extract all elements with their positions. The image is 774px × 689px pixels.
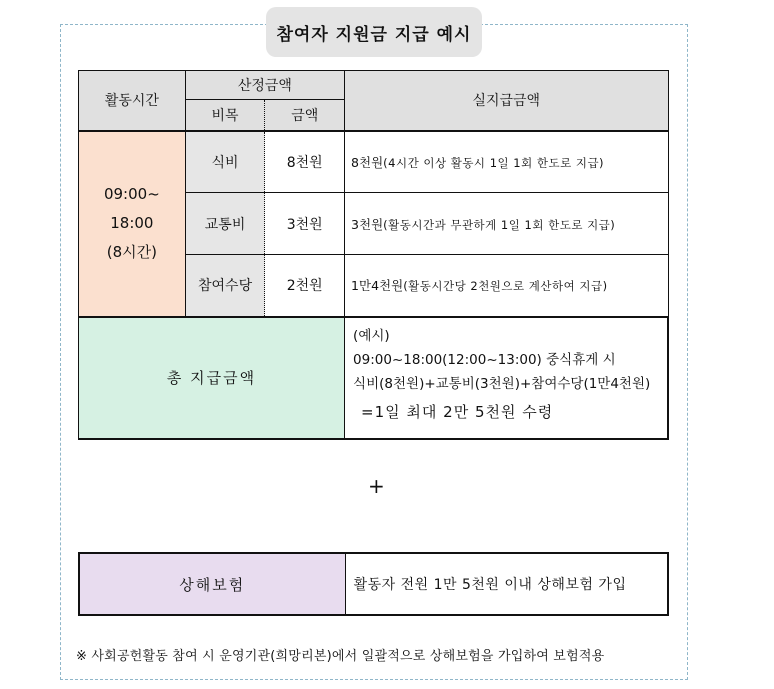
plus-sign: +	[368, 474, 385, 498]
actual-value: 1만4천원	[351, 278, 404, 294]
total-amount-label: 총 지급금액	[79, 317, 345, 439]
amount-cell: 3천원	[265, 193, 345, 255]
page-title: 참여자 지원금 지급 예시	[266, 7, 482, 57]
time-line: 18:00	[110, 214, 154, 232]
actual-amount-cell	[345, 255, 668, 317]
example-line: (예시)	[353, 327, 390, 344]
header-item: 비목	[185, 100, 265, 131]
item-cell: 교통비	[185, 193, 265, 255]
footnote: ※ 사회공헌활동 참여 시 운영기관(희망리본)에서 일괄적으로 상해보험을 가입하여 보험적용	[76, 649, 605, 664]
insurance-text: 활동자 전원 1만 5천원 이내 상해보험 가입	[345, 553, 668, 615]
item-cell: 식비	[185, 131, 265, 193]
header-amount: 금액	[265, 100, 345, 131]
actual-note: (4시간 이상 활동시 1일 1회 한도로 지급)	[383, 155, 605, 170]
actual-note: (활동시간당 2천원으로 계산하여 지급)	[403, 279, 608, 294]
total-example-cell	[345, 317, 668, 439]
actual-note: (활동시간과 무관하게 1일 1회 한도로 지급)	[383, 217, 616, 232]
insurance-table	[78, 552, 669, 616]
header-calc-amount: 산정금액	[185, 71, 344, 100]
activity-time-cell	[79, 131, 186, 317]
amount-cell: 8천원	[265, 131, 345, 193]
header-activity-time: 활동시간	[79, 71, 186, 131]
item-cell: 참여수당	[185, 255, 265, 317]
actual-amount-cell	[345, 193, 668, 255]
header-actual-amount: 실지급금액	[345, 71, 668, 131]
insurance-label: 상해보험	[79, 553, 345, 615]
example-result: =1일 최대 2만 5천원 수령	[361, 402, 554, 421]
actual-value: 3천원	[351, 216, 384, 232]
time-line: (8시간)	[106, 243, 157, 261]
example-line: 식비(8천원)+교통비(3천원)+참여수당(1만4천원)	[353, 375, 651, 392]
example-line: 09:00~18:00(12:00~13:00) 중식휴게 시	[353, 351, 616, 368]
support-table	[78, 70, 669, 440]
actual-value: 8천원	[351, 154, 384, 170]
actual-amount-cell	[345, 131, 668, 193]
time-line: 09:00~	[103, 185, 160, 203]
amount-cell: 2천원	[265, 255, 345, 317]
